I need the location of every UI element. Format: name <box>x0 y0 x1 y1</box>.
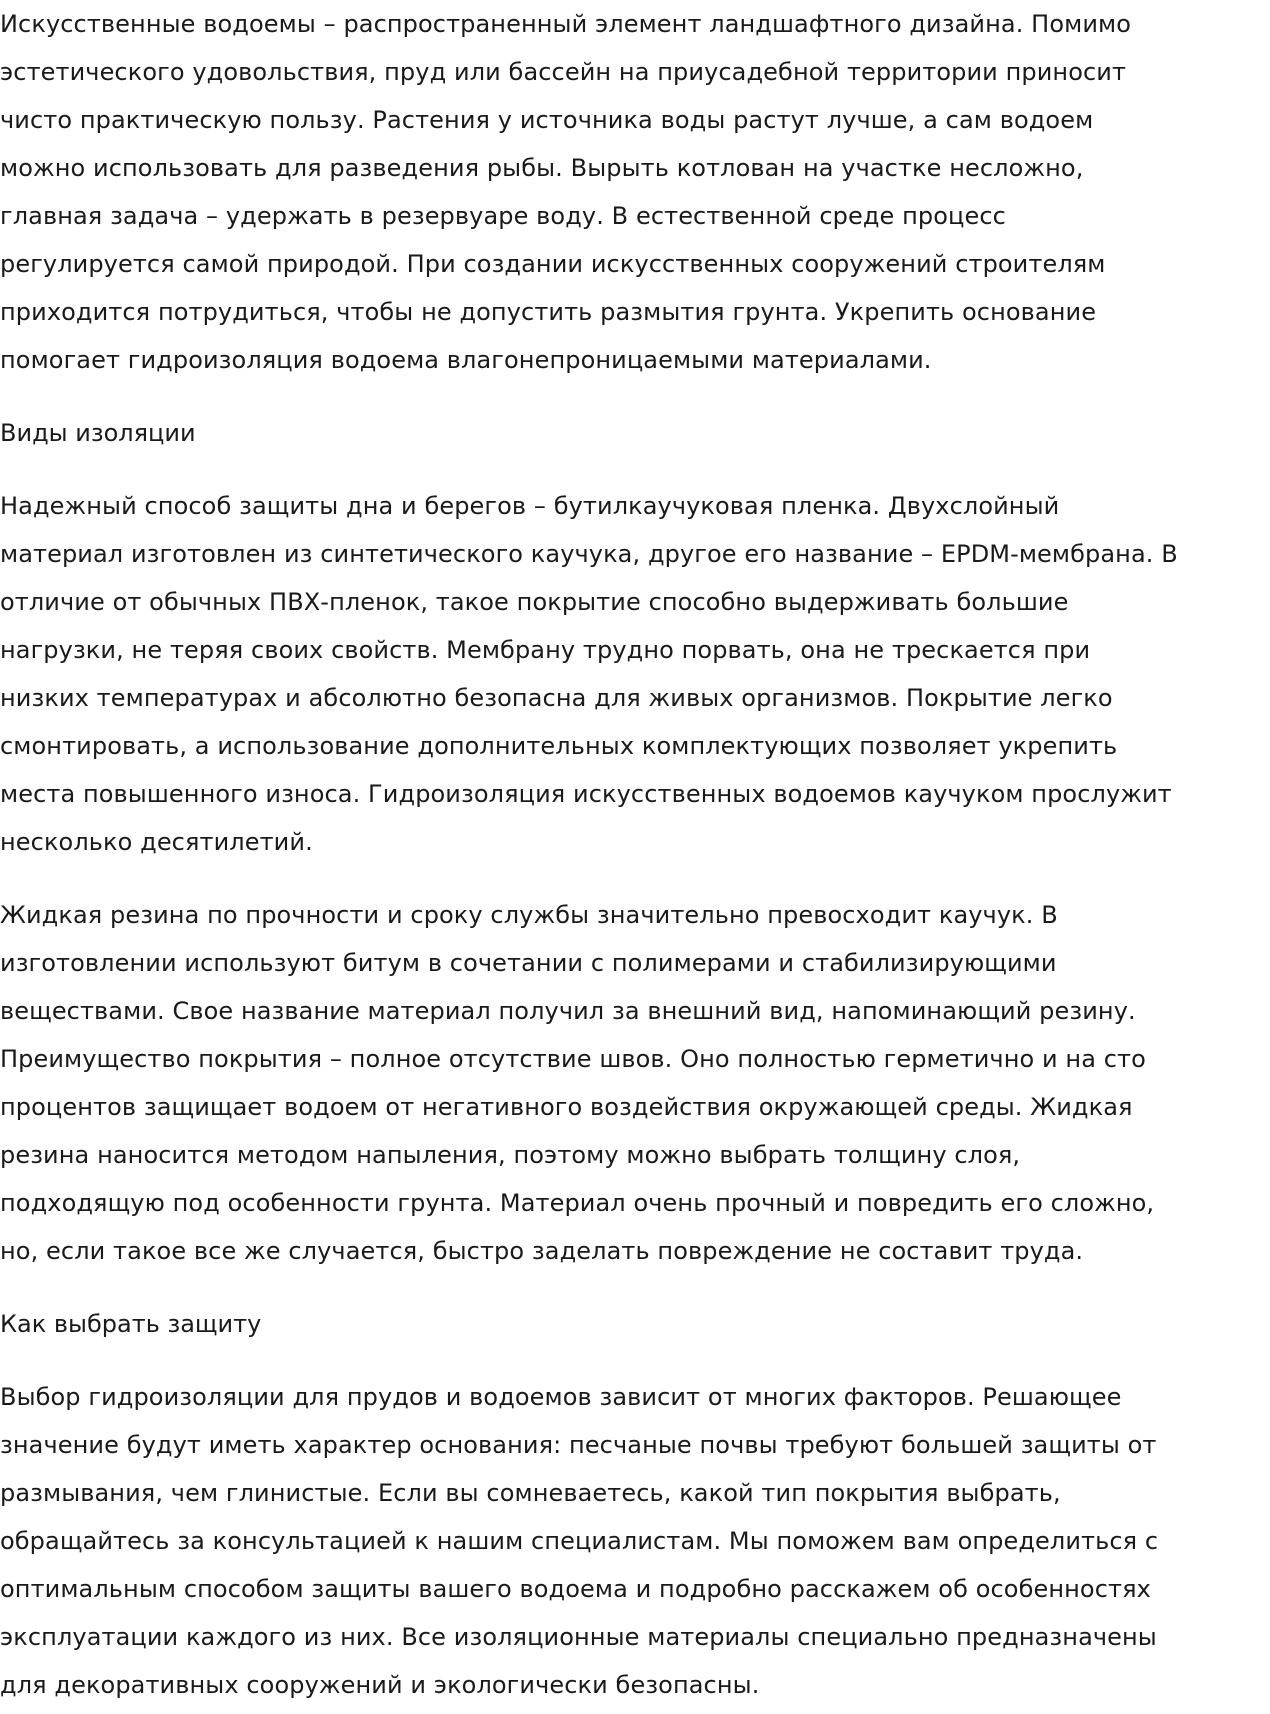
text-line: Искусственные водоемы – распространенный элемент ландшафтного дизайна. Помимо <box>0 10 1132 38</box>
text-line: помогает гидроизоляция водоема влагонепроницаемыми материалами. <box>0 346 932 374</box>
text-line: Преимущество покрытия – полное отсутствие швов. Оно полностью герметично и на сто <box>0 1045 1146 1073</box>
text-line: приходится потрудиться, чтобы не допустить размытия грунта. Укрепить основание <box>0 298 1097 326</box>
text-line: веществами. Свое название материал получил за внешний вид, напоминающий резину. <box>0 997 1136 1025</box>
text-line: несколько десятилетий. <box>0 828 313 856</box>
text-line: места повышенного износа. Гидроизоляция искусственных водоемов каучуком прослужит <box>0 780 1172 808</box>
text-line: низких температурах и абсолютно безопасна для живых организмов. Покрытие легко <box>0 684 1113 712</box>
text-line: эксплуатации каждого из них. Все изоляционные материалы специально предназначены <box>0 1623 1157 1651</box>
text-line: подходящую под особенности грунта. Материал очень прочный и повредить его сложно, <box>0 1189 1155 1217</box>
choice-paragraph <box>0 1373 1270 1709</box>
section-heading-insulation-types: Виды изоляции <box>0 419 196 447</box>
spacer <box>0 866 1270 891</box>
text-line: изготовлении используют битум в сочетании с полимерами и стабилизирующими <box>0 949 1057 977</box>
text-line: Жидкая резина по прочности и сроку службы значительно превосходит каучук. В <box>0 901 1058 929</box>
section-heading-choose-protection: Как выбрать защиту <box>0 1310 262 1338</box>
text-line: смонтировать, а использование дополнительных комплектующих позволяет укрепить <box>0 732 1118 760</box>
text-line: значение будут иметь характер основания: песчаные почвы требуют большей защиты от <box>0 1431 1157 1459</box>
text-line: оптимальным способом защиты вашего водоема и подробно расскажем об особенностях <box>0 1575 1151 1603</box>
text-line: главная задача – удержать в резервуаре воду. В естественной среде процесс <box>0 202 1006 230</box>
text-line: для декоративных сооружений и экологически безопасны. <box>0 1671 760 1699</box>
text-line: но, если такое все же случается, быстро заделать повреждение не составит труда. <box>0 1237 1084 1265</box>
intro-paragraph <box>0 0 1270 384</box>
text-line: эстетического удовольствия, пруд или бассейн на приусадебной территории приносит <box>0 58 1127 86</box>
spacer <box>0 1275 1270 1300</box>
text-line: материал изготовлен из синтетического каучука, другое его название – EPDM-мембрана. В <box>0 540 1178 568</box>
text-line: размывания, чем глинистые. Если вы сомневаетесь, какой тип покрытия выбрать, <box>0 1479 1061 1507</box>
spacer <box>0 1348 1270 1373</box>
butyl-rubber-paragraph <box>0 482 1270 866</box>
text-line: регулируется самой природой. При создании искусственных сооружений строителям <box>0 250 1106 278</box>
text-line: чисто практическую пользу. Растения у источника воды растут лучше, а сам водоем <box>0 106 1094 134</box>
text-line: Надежный способ защиты дна и берегов – бутилкаучуковая пленка. Двухслойный <box>0 492 1060 520</box>
spacer <box>0 384 1270 409</box>
text-line: отличие от обычных ПВХ-пленок, такое покрытие способно выдерживать большие <box>0 588 1069 616</box>
text-line: резина наносится методом напыления, поэтому можно выбрать толщину слоя, <box>0 1141 1021 1169</box>
text-line: Выбор гидроизоляции для прудов и водоемов зависит от многих факторов. Решающее <box>0 1383 1122 1411</box>
liquid-rubber-paragraph <box>0 891 1270 1275</box>
spacer <box>0 457 1270 482</box>
text-line: нагрузки, не теряя своих свойств. Мембрану трудно порвать, она не трескается при <box>0 636 1091 664</box>
text-line: обращайтесь за консультацией к нашим специалистам. Мы поможем вам определиться с <box>0 1527 1159 1555</box>
text-line: процентов защищает водоем от негативного воздействия окружающей среды. Жидкая <box>0 1093 1133 1121</box>
text-line: можно использовать для разведения рыбы. Вырыть котлован на участке несложно, <box>0 154 1084 182</box>
